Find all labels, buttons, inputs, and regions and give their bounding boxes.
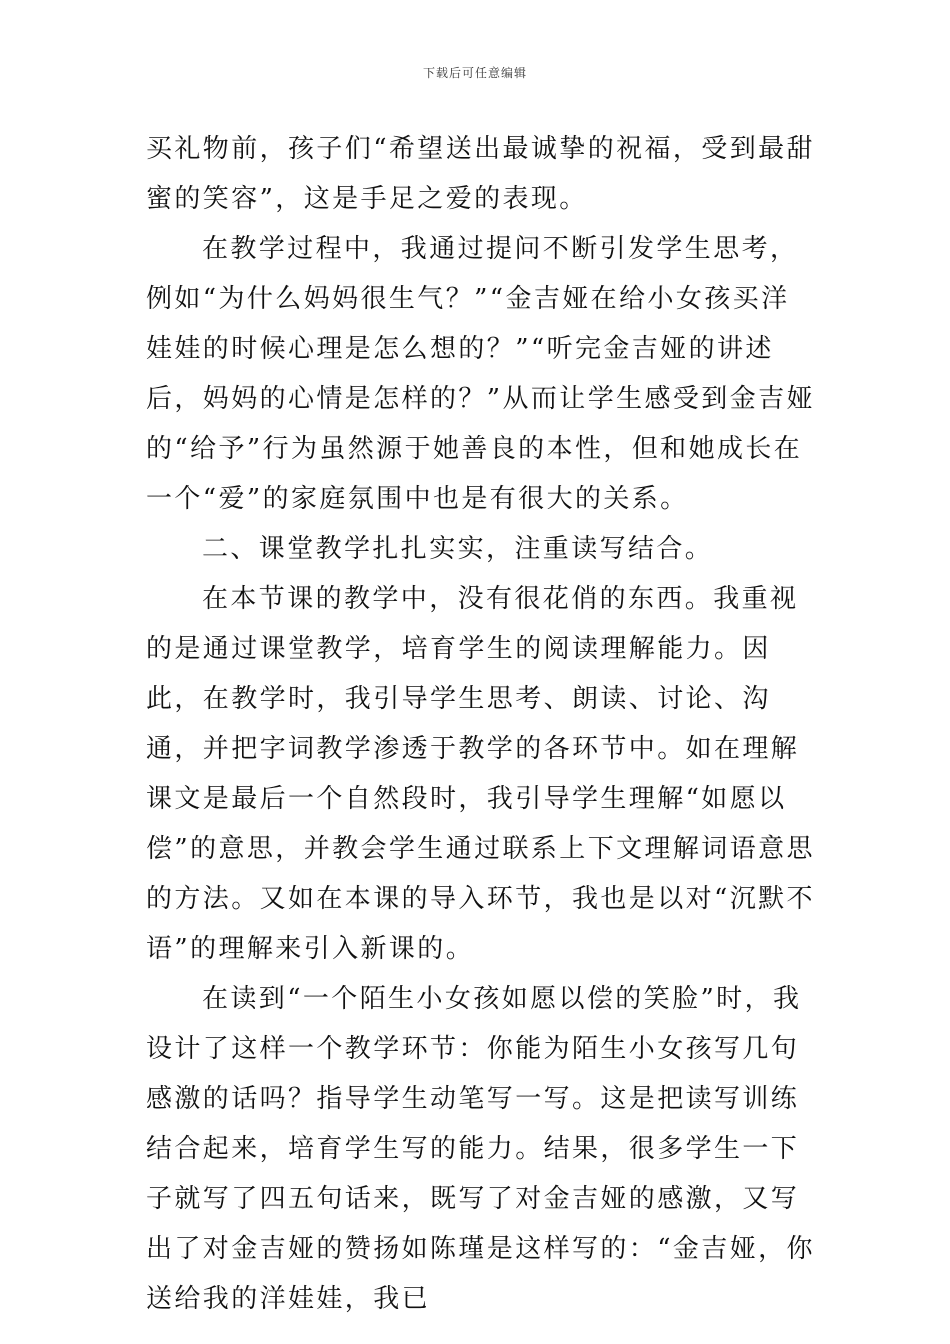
page-header: 下载后可任意编辑 <box>422 66 527 80</box>
section-heading: 二、课堂教学扎扎实实，注重读写结合。 <box>202 534 714 564</box>
paragraph-2: 在教学过程中，我通过提问不断引发学生思考，例如“为什么妈妈很生气？”“金吉娅在给小女孩买洋娃娃的时候心理是怎么想的？”“听完金吉娅的讲述后，妈妈的心情是怎样的？”从而让学生感受到金吉娅的“给予”行为虽然源于她善良的本性，但和她成长在一个“爱”的家庭氛围中也是有很大的关系。 <box>146 234 815 514</box>
paragraph-1: 买礼物前，孩子们“希望送出最诚挚的祝福，受到最甜蜜的笑容”，这是手足之爱的表现。 <box>146 134 815 214</box>
document-body <box>146 124 816 1324</box>
paragraph-4: 在读到“一个陌生小女孩如愿以偿的笑脸”时，我设计了这样一个教学环节：你能为陌生小女孩写几句感激的话吗？指导学生动笔写一写。这是把读写训练结合起来，培育学生写的能力。结果，很多学生一下子就写了四五句话来，既写了对金吉娅的感激，又写出了对金吉娅的赞扬如陈瑾是这样写的：“金吉娅，你送给我的洋娃娃，我已 <box>146 984 815 1314</box>
paragraph-3: 在本节课的教学中，没有很花俏的东西。我重视的是通过课堂教学，培育学生的阅读理解能力。因此，在教学时，我引导学生思考、朗读、讨论、沟通，并把字词教学渗透于教学的各环节中。如在理解课文是最后一个自然段时，我引导学生理解“如愿以偿”的意思，并教会学生通过联系上下文理解词语意思的方法。又如在本课的导入环节，我也是以对“沉默不语”的理解来引入新课的。 <box>146 584 815 964</box>
